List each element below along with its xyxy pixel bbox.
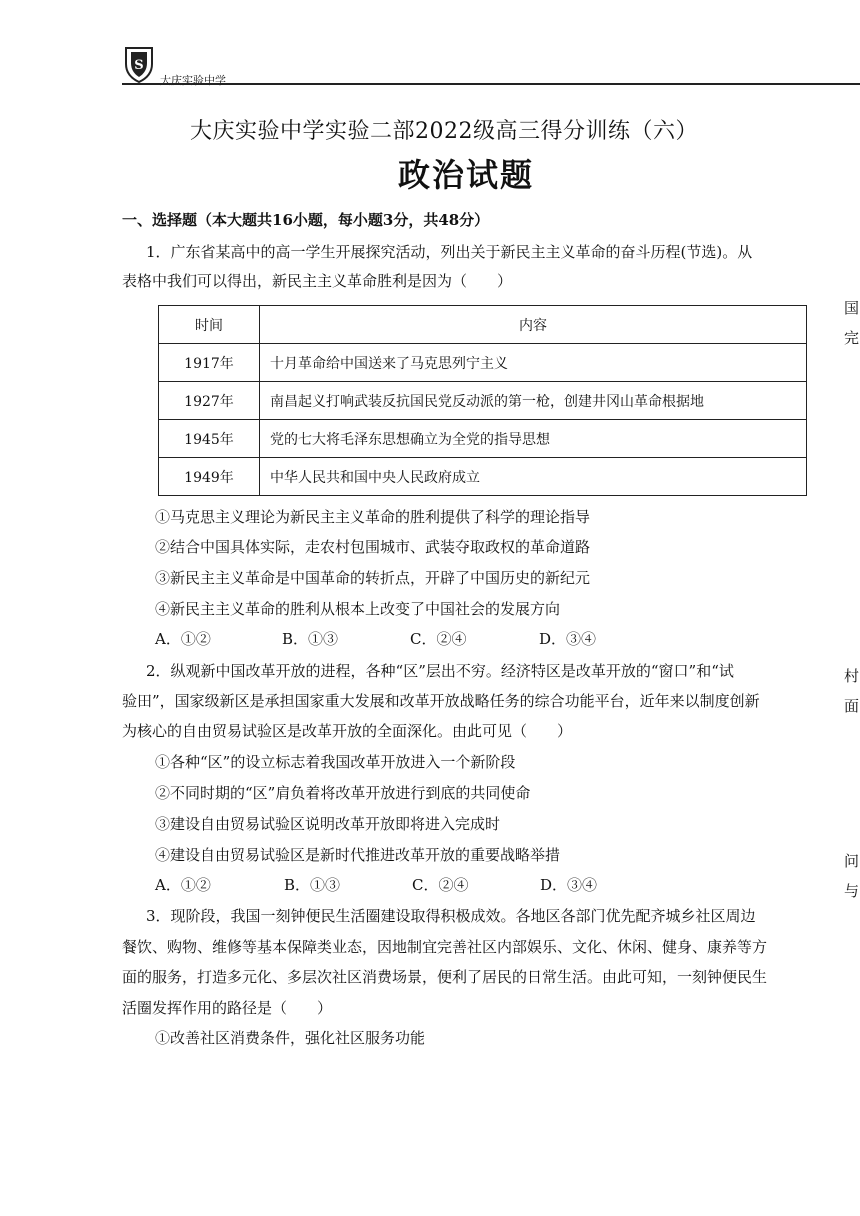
margin-fragment: 村	[844, 667, 860, 685]
margin-fragment: 与	[844, 882, 860, 900]
margin-fragment: 面	[844, 697, 860, 715]
margin-fragment: 问	[844, 852, 860, 870]
option-c[interactable]: C．②④	[410, 630, 467, 648]
table-cell-content: 南昌起义打响武装反抗国民党反动派的第一枪，创建井冈山革命根据地	[260, 382, 807, 420]
table-header-content: 内容	[260, 306, 807, 344]
table-row	[159, 420, 807, 458]
subject-title: 政治试题	[398, 156, 535, 194]
option-c[interactable]: C．②④	[412, 876, 469, 894]
svg-text:S: S	[134, 58, 144, 73]
section-heading: 一、选择题（本大题共16小题，每小题3分，共48分）	[122, 211, 490, 229]
header-school-name: 大庆实验中学	[160, 74, 226, 87]
q3-line: 餐饮、购物、维修等基本保障类业态，因地制宜完善社区内部娱乐、文化、休闲、健身、康养等方	[122, 938, 768, 956]
q3-line: 3．现阶段，我国一刻钟便民生活圈建设取得积极成效。各地区各部门优先配齐城乡社区周边	[146, 907, 756, 925]
table-cell-content: 中华人民共和国中央人民政府成立	[260, 458, 807, 496]
q2-statement: ③建设自由贸易试验区说明改革开放即将进入完成时	[155, 815, 501, 833]
option-b[interactable]: B．①③	[282, 630, 339, 648]
option-b[interactable]: B．①③	[284, 876, 341, 894]
school-logo	[122, 44, 156, 84]
option-d[interactable]: D．③④	[539, 630, 597, 648]
option-a[interactable]: A．①②	[155, 876, 211, 894]
q1-statement: ③新民主主义革命是中国革命的转折点，开辟了中国历史的新纪元	[155, 569, 591, 587]
q2-statement: ①各种“区”的设立标志着我国改革开放进入一个新阶段	[155, 753, 516, 771]
option-a[interactable]: A．①②	[155, 630, 211, 648]
margin-fragment: 国	[844, 299, 860, 317]
table-cell-content: 十月革命给中国送来了马克思列宁主义	[260, 344, 807, 382]
option-d[interactable]: D．③④	[540, 876, 598, 894]
table-cell-year: 1927年	[159, 382, 260, 420]
margin-fragment: 完	[844, 329, 860, 347]
q1-line: 1．广东省某高中的高一学生开展探究活动，列出关于新民主主义革命的奋斗历程(节选)。从	[146, 243, 753, 261]
exam-title: 大庆实验中学实验二部2022级高三得分训练（六）	[190, 119, 698, 144]
q2-line: 2．纵观新中国改革开放的进程，各种“区”层出不穷。经济特区是改革开放的“窗口”和“试	[146, 662, 734, 680]
q1-statement: ④新民主主义革命的胜利从根本上改变了中国社会的发展方向	[155, 600, 561, 618]
table-cell-year: 1949年	[159, 458, 260, 496]
history-table	[158, 305, 807, 496]
table-cell-year: 1917年	[159, 344, 260, 382]
q1-statement: ②结合中国具体实际，走农村包围城市、武装夺取政权的革命道路	[155, 538, 591, 556]
q3-line: 活圈发挥作用的路径是（ ）	[122, 999, 333, 1017]
header-divider	[122, 83, 860, 85]
table-row	[159, 458, 807, 496]
q2-line: 验田”，国家级新区是承担国家重大发展和改革开放战略任务的综合功能平台，近年来以制度创新	[122, 692, 760, 710]
table-header-time: 时间	[159, 306, 260, 344]
table-cell-year: 1945年	[159, 420, 260, 458]
table-row	[159, 382, 807, 420]
table-header-row	[159, 306, 807, 344]
q2-line: 为核心的自由贸易试验区是改革开放的全面深化。由此可见（ ）	[122, 722, 573, 740]
table-row	[159, 344, 807, 382]
q3-statement: ①改善社区消费条件，强化社区服务功能	[155, 1029, 426, 1047]
table-cell-content: 党的七大将毛泽东思想确立为全党的指导思想	[260, 420, 807, 458]
q2-statement: ②不同时期的“区”肩负着将改革开放进行到底的共同使命	[155, 784, 531, 802]
q3-line: 面的服务，打造多元化、多层次社区消费场景，便利了居民的日常生活。由此可知，一刻钟便民生	[122, 968, 768, 986]
q1-statement: ①马克思主义理论为新民主主义革命的胜利提供了科学的理论指导	[155, 508, 591, 526]
q2-statement: ④建设自由贸易试验区是新时代推进改革开放的重要战略举措	[155, 846, 561, 864]
q1-line: 表格中我们可以得出，新民主主义革命胜利是因为（ ）	[122, 272, 513, 290]
